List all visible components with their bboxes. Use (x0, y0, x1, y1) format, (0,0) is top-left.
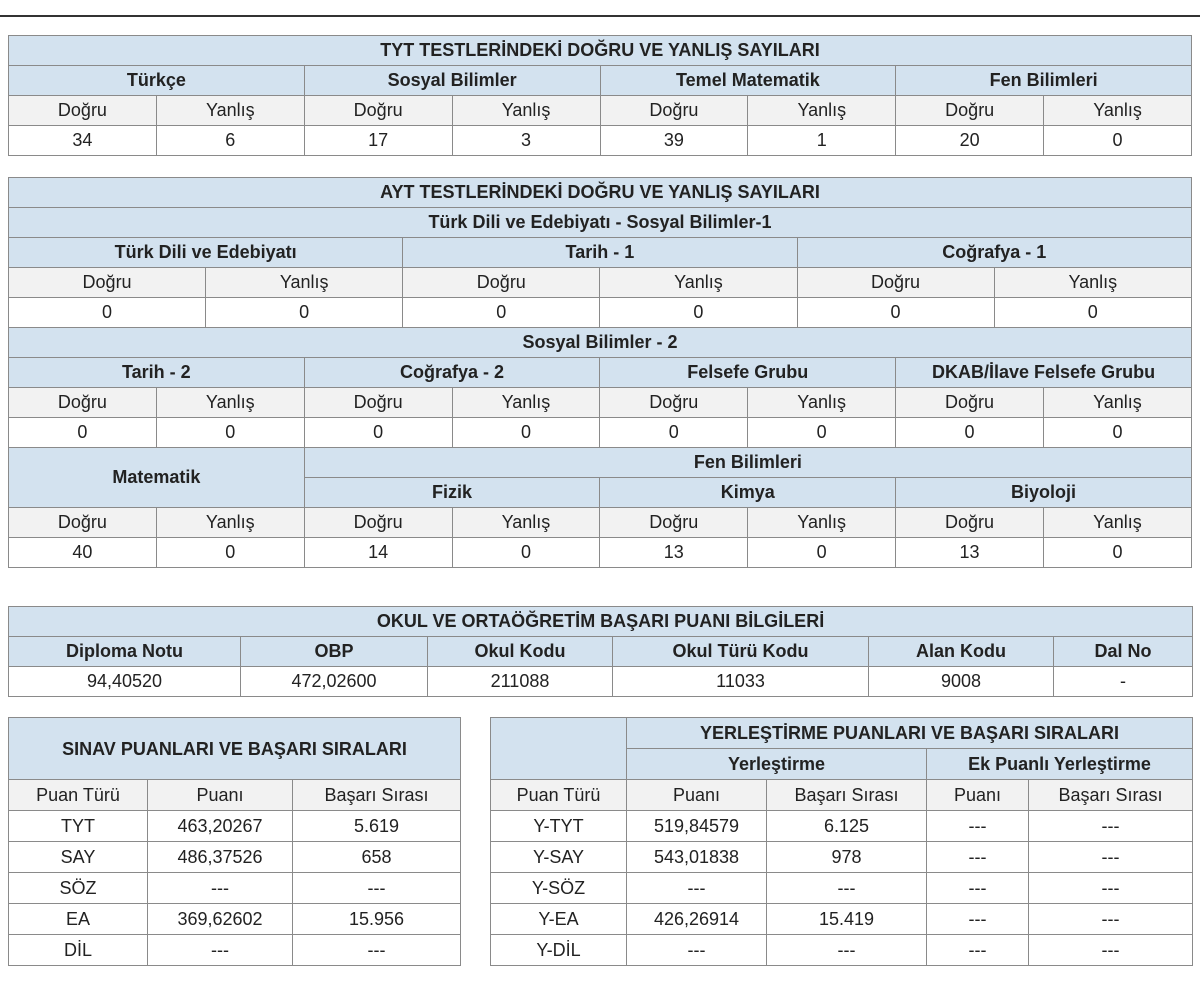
yerlestirme-puan-turu: Y-EA (491, 904, 627, 935)
tyt-subject-turkce: Türkçe (9, 66, 305, 96)
okul-title: OKUL VE ORTAÖĞRETİM BAŞARI PUANI BİLGİLERİ (9, 607, 1193, 637)
yanlis-label: Yanlış (156, 96, 304, 126)
tyt-matematik-dogru: 39 (600, 126, 748, 156)
dogru-label: Doğru (896, 388, 1044, 418)
tyt-matematik-yanlis: 1 (748, 126, 896, 156)
ayt-tarih2-dogru: 0 (9, 418, 157, 448)
sinav-basari-sirasi: 658 (293, 842, 461, 873)
ayt-cografya1-dogru: 0 (797, 298, 994, 328)
ayt-matematik-dogru: 40 (9, 538, 157, 568)
sinav-title: SINAV PUANLARI VE BAŞARI SIRALARI (9, 718, 461, 780)
table-row (9, 935, 1193, 966)
sinav-puani: 463,20267 (148, 811, 293, 842)
ayt-edebiyat-dogru: 0 (9, 298, 206, 328)
ek-header-puani: Puanı (927, 780, 1029, 811)
sinav-basari-sirasi: 5.619 (293, 811, 461, 842)
yerlestirme-basari-sirasi: --- (767, 935, 927, 966)
puan-siralama-table (8, 717, 1193, 966)
ayt-subject-cografya2: Coğrafya - 2 (304, 358, 600, 388)
dogru-label: Doğru (600, 388, 748, 418)
yerlestirme-puan-turu: Y-DİL (491, 935, 627, 966)
sinav-header-basari-sirasi: Başarı Sırası (293, 780, 461, 811)
ayt-title: AYT TESTLERİNDEKİ DOĞRU VE YANLIŞ SAYILARI (9, 178, 1192, 208)
yerlestirme-puan-turu: Y-TYT (491, 811, 627, 842)
dogru-label: Doğru (896, 508, 1044, 538)
ayt-subject-dkab: DKAB/İlave Felsefe Grubu (896, 358, 1192, 388)
ayt-subject-cografya1: Coğrafya - 1 (797, 238, 1192, 268)
ek-puani: --- (927, 873, 1029, 904)
ek-basari-sirasi: --- (1029, 873, 1193, 904)
yanlis-label: Yanlış (156, 388, 304, 418)
tyt-title: TYT TESTLERİNDEKİ DOĞRU VE YANLIŞ SAYILARI (9, 36, 1192, 66)
yanlis-label: Yanlış (1043, 508, 1191, 538)
dogru-label: Doğru (304, 96, 452, 126)
yanlis-label: Yanlış (452, 388, 600, 418)
yerlestirme-header-puan-turu: Puan Türü (491, 780, 627, 811)
yerlestirme-corner (491, 718, 627, 780)
column-gap (461, 718, 491, 966)
yerlestirme-title: YERLEŞTİRME PUANLARI VE BAŞARI SIRALARI (627, 718, 1193, 749)
yerlestirme-puani: 543,01838 (627, 842, 767, 873)
table-row (9, 811, 1193, 842)
ayt-dkab-dogru: 0 (896, 418, 1044, 448)
dogru-label: Doğru (600, 508, 748, 538)
table-row (9, 842, 1193, 873)
okul-kodu-value: 211088 (428, 667, 613, 697)
ek-basari-sirasi: --- (1029, 935, 1193, 966)
sinav-header-puani: Puanı (148, 780, 293, 811)
sinav-puan-turu: SAY (9, 842, 148, 873)
ayt-subject-fizik: Fizik (304, 478, 600, 508)
dogru-label: Doğru (896, 96, 1044, 126)
table-row (9, 904, 1193, 935)
yerlestirme-header-puani: Puanı (627, 780, 767, 811)
yanlis-label: Yanlış (156, 508, 304, 538)
dogru-label: Doğru (797, 268, 994, 298)
ek-puani: --- (927, 811, 1029, 842)
sinav-puan-turu: SÖZ (9, 873, 148, 904)
ayt-cografya1-yanlis: 0 (994, 298, 1191, 328)
okul-alan-value: 9008 (869, 667, 1054, 697)
ek-puani: --- (927, 842, 1029, 873)
ek-basari-sirasi: --- (1029, 904, 1193, 935)
ayt-felsefe-dogru: 0 (600, 418, 748, 448)
ayt-kimya-dogru: 13 (600, 538, 748, 568)
sinav-puan-turu: TYT (9, 811, 148, 842)
sinav-puan-turu: DİL (9, 935, 148, 966)
ayt-group1-title: Türk Dili ve Edebiyatı - Sosyal Bilimler-1 (9, 208, 1192, 238)
ayt-biyoloji-yanlis: 0 (1043, 538, 1191, 568)
dogru-label: Doğru (9, 268, 206, 298)
okul-header-dal-no: Dal No (1054, 637, 1193, 667)
tyt-subject-sosyal: Sosyal Bilimler (304, 66, 600, 96)
ayt-cografya2-dogru: 0 (304, 418, 452, 448)
table-row (9, 873, 1193, 904)
sinav-puani: --- (148, 935, 293, 966)
top-rule (0, 15, 1200, 17)
ayt-fizik-dogru: 14 (304, 538, 452, 568)
ayt-dkab-yanlis: 0 (1043, 418, 1191, 448)
tyt-turkce-dogru: 34 (9, 126, 157, 156)
yanlis-label: Yanlış (206, 268, 403, 298)
ayt-subject-tarih1: Tarih - 1 (403, 238, 797, 268)
dogru-label: Doğru (304, 388, 452, 418)
sinav-header-puan-turu: Puan Türü (9, 780, 148, 811)
ayt-subject-felsefe: Felsefe Grubu (600, 358, 896, 388)
ayt-fen-title: Fen Bilimleri (304, 448, 1191, 478)
tyt-sosyal-dogru: 17 (304, 126, 452, 156)
sinav-basari-sirasi: --- (293, 935, 461, 966)
yerlestirme-header-basari-sirasi: Başarı Sırası (767, 780, 927, 811)
tyt-sosyal-yanlis: 3 (452, 126, 600, 156)
yerlestirme-basari-sirasi: --- (767, 873, 927, 904)
yerlestirme-sub-ek-puanli: Ek Puanlı Yerleştirme (927, 749, 1193, 780)
sinav-puani: 369,62602 (148, 904, 293, 935)
okul-header-alan-kodu: Alan Kodu (869, 637, 1054, 667)
ek-header-basari-sirasi: Başarı Sırası (1029, 780, 1193, 811)
okul-header-obp: OBP (241, 637, 428, 667)
sinav-basari-sirasi: 15.956 (293, 904, 461, 935)
ek-puani: --- (927, 935, 1029, 966)
okul-turu-value: 11033 (613, 667, 869, 697)
yanlis-label: Yanlış (1044, 96, 1192, 126)
yerlestirme-puani: --- (627, 935, 767, 966)
yanlis-label: Yanlış (748, 96, 896, 126)
ayt-subject-biyoloji: Biyoloji (896, 478, 1192, 508)
tyt-subject-fen: Fen Bilimleri (896, 66, 1192, 96)
okul-diploma-value: 94,40520 (9, 667, 241, 697)
ayt-matematik-yanlis: 0 (156, 538, 304, 568)
yerlestirme-puan-turu: Y-SÖZ (491, 873, 627, 904)
ayt-subject-kimya: Kimya (600, 478, 896, 508)
dogru-label: Doğru (9, 388, 157, 418)
tyt-fen-yanlis: 0 (1044, 126, 1192, 156)
sinav-basari-sirasi: --- (293, 873, 461, 904)
tyt-results-table (8, 35, 1192, 156)
yanlis-label: Yanlış (1043, 388, 1191, 418)
okul-header-okul-turu: Okul Türü Kodu (613, 637, 869, 667)
yerlestirme-basari-sirasi: 6.125 (767, 811, 927, 842)
okul-dal-value: - (1054, 667, 1193, 697)
sinav-puani: 486,37526 (148, 842, 293, 873)
ayt-cografya2-yanlis: 0 (452, 418, 600, 448)
ayt-results-table (8, 177, 1192, 568)
yerlestirme-puani: --- (627, 873, 767, 904)
tyt-turkce-yanlis: 6 (156, 126, 304, 156)
yerlestirme-basari-sirasi: 15.419 (767, 904, 927, 935)
sinav-puan-turu: EA (9, 904, 148, 935)
ayt-kimya-yanlis: 0 (748, 538, 896, 568)
tyt-fen-dogru: 20 (896, 126, 1044, 156)
okul-obp-value: 472,02600 (241, 667, 428, 697)
yerlestirme-puani: 426,26914 (627, 904, 767, 935)
ayt-fizik-yanlis: 0 (452, 538, 600, 568)
dogru-label: Doğru (600, 96, 748, 126)
ek-basari-sirasi: --- (1029, 842, 1193, 873)
yerlestirme-sub-yerlestirme: Yerleştirme (627, 749, 927, 780)
tyt-subject-matematik: Temel Matematik (600, 66, 896, 96)
ayt-subject-matematik: Matematik (9, 448, 305, 508)
ayt-edebiyat-yanlis: 0 (206, 298, 403, 328)
ayt-subject-tarih2: Tarih - 2 (9, 358, 305, 388)
yanlis-label: Yanlış (452, 508, 600, 538)
yanlis-label: Yanlış (748, 508, 896, 538)
yerlestirme-basari-sirasi: 978 (767, 842, 927, 873)
dogru-label: Doğru (9, 508, 157, 538)
ayt-felsefe-yanlis: 0 (748, 418, 896, 448)
okul-header-okul-kodu: Okul Kodu (428, 637, 613, 667)
yerlestirme-puan-turu: Y-SAY (491, 842, 627, 873)
yanlis-label: Yanlış (748, 388, 896, 418)
ayt-tarih1-yanlis: 0 (600, 298, 797, 328)
yerlestirme-puani: 519,84579 (627, 811, 767, 842)
dogru-label: Doğru (304, 508, 452, 538)
ayt-subject-edebiyat: Türk Dili ve Edebiyatı (9, 238, 403, 268)
yanlis-label: Yanlış (600, 268, 797, 298)
ayt-tarih1-dogru: 0 (403, 298, 600, 328)
ek-basari-sirasi: --- (1029, 811, 1193, 842)
okul-obp-table (8, 606, 1193, 697)
ayt-group2-title: Sosyal Bilimler - 2 (9, 328, 1192, 358)
sinav-puani: --- (148, 873, 293, 904)
ayt-biyoloji-dogru: 13 (896, 538, 1044, 568)
okul-header-diploma: Diploma Notu (9, 637, 241, 667)
dogru-label: Doğru (9, 96, 157, 126)
ek-puani: --- (927, 904, 1029, 935)
yanlis-label: Yanlış (994, 268, 1191, 298)
ayt-tarih2-yanlis: 0 (156, 418, 304, 448)
dogru-label: Doğru (403, 268, 600, 298)
yanlis-label: Yanlış (452, 96, 600, 126)
